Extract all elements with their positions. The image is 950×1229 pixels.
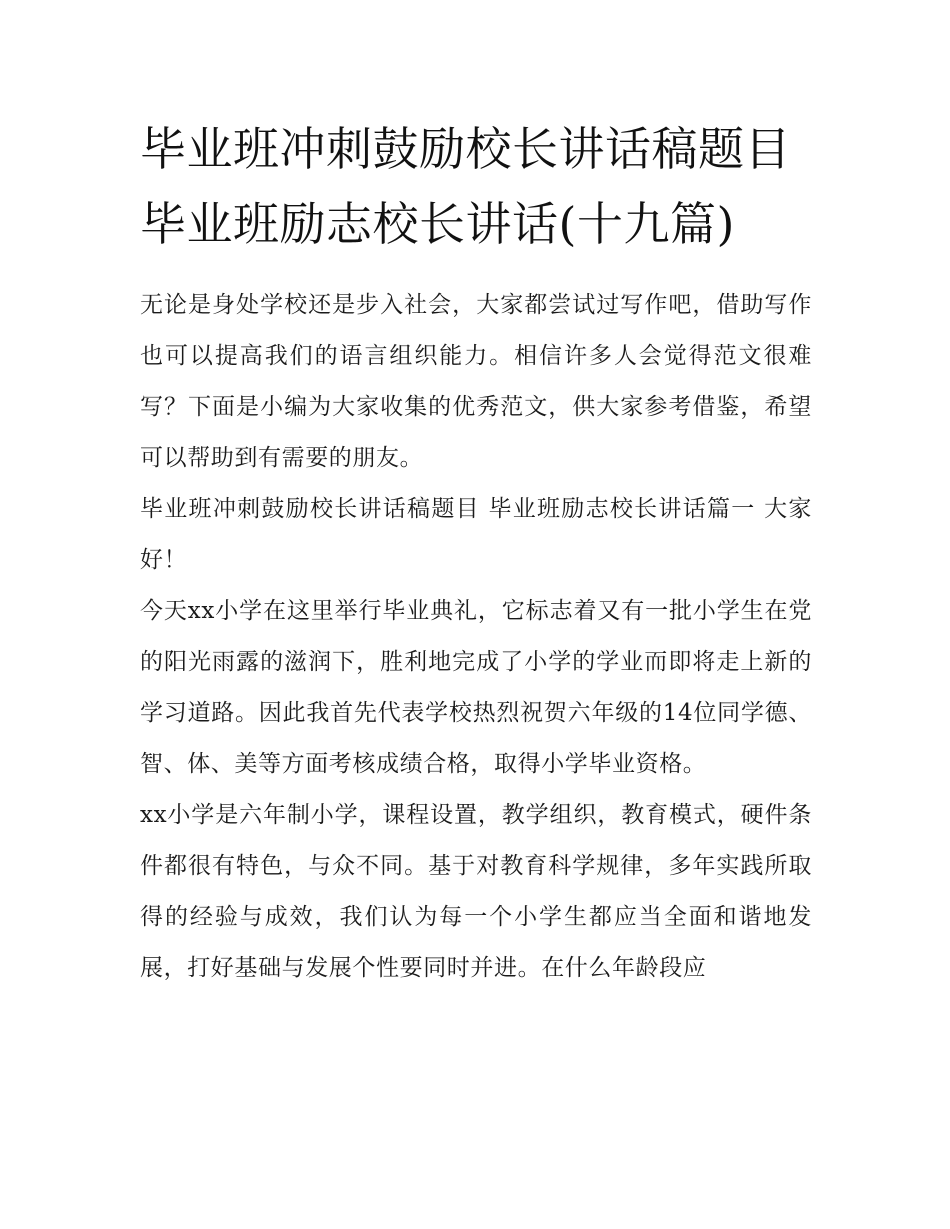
document-title: 毕业班冲刺鼓励校长讲话稿题目 毕业班励志校长讲话(十九篇): [140, 122, 791, 251]
paragraph-ceremony: 今天xx小学在这里举行毕业典礼，它标志着又有一批小学生在党的阳光雨露的滋润下，胜利地完成了小学的学业而即将走上新的学习道路。因此我首先代表学校热烈祝贺六年级的14位同学德、智、体、美等方面考核成绩合格，取得小学毕业资格。: [140, 598, 812, 777]
document-body: [140, 112, 812, 994]
paragraph-greeting: 毕业班冲刺鼓励校长讲话稿题目 毕业班励志校长讲话篇一 大家好！: [140, 496, 812, 573]
paragraph-intro: 无论是身处学校还是步入社会，大家都尝试过写作吧，借助写作也可以提高我们的语言组织能力。相信许多人会觉得范文很难写？下面是小编为大家收集的优秀范文，供大家参考借鉴，希望可以帮助到有需要的朋友。: [140, 292, 812, 471]
paragraph-school: xx小学是六年制小学，课程设置，教学组织，教育模式，硬件条件都很有特色，与众不同。基于对教育科学规律，多年实践所取得的经验与成效，我们认为每一个小学生都应当全面和谐地发展，打好基础与发展个性要同时并进。在什么年龄段应: [140, 802, 812, 981]
